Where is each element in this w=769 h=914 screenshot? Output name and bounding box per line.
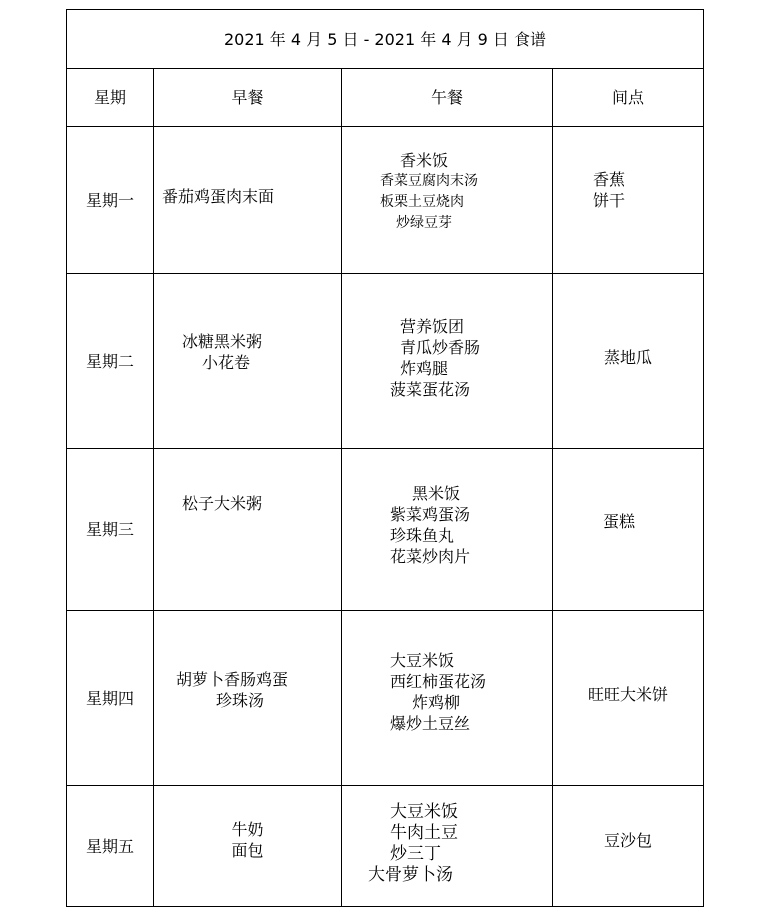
table-row — [67, 274, 704, 449]
header-lunch: 午餐 — [342, 69, 553, 127]
lunch-item: 炒绿豆芽 — [396, 215, 452, 231]
day-cell: 星期二 — [67, 274, 154, 449]
breakfast-item: 松子大米粥 — [182, 494, 263, 513]
day-cell: 星期四 — [67, 611, 154, 786]
breakfast-cell — [154, 449, 342, 611]
breakfast-item: 冰糖黑米粥 — [182, 332, 263, 351]
table-row — [67, 127, 704, 274]
lunch-item: 香米饭 — [400, 151, 449, 170]
lunch-item: 营养饭团 — [400, 317, 465, 336]
lunch-item: 大豆米饭 — [390, 802, 458, 822]
breakfast-item: 番茄鸡蛋肉末面 — [162, 186, 275, 206]
breakfast-item: 小花卷 — [202, 353, 251, 372]
snack-cell — [553, 611, 704, 786]
lunch-item: 爆炒土豆丝 — [390, 714, 471, 733]
breakfast-cell — [154, 274, 342, 449]
lunch-item: 紫菜鸡蛋汤 — [390, 504, 471, 524]
snack-item: 蒸地瓜 — [603, 347, 652, 367]
day-cell: 星期一 — [67, 127, 154, 274]
snack-cell — [553, 274, 704, 449]
lunch-cell — [342, 127, 553, 274]
lunch-cell — [342, 274, 553, 449]
snack-item: 旺旺大米饼 — [587, 684, 668, 704]
breakfast-item: 珍珠汤 — [216, 691, 265, 710]
snack-cell — [553, 786, 704, 907]
breakfast-cell — [154, 786, 342, 907]
header-breakfast: 早餐 — [154, 69, 342, 127]
lunch-item: 大骨萝卜汤 — [368, 865, 453, 885]
breakfast-item: 胡萝卜香肠鸡蛋 — [176, 670, 289, 689]
lunch-item: 珍珠鱼丸 — [390, 525, 455, 545]
breakfast-cell — [154, 127, 342, 274]
lunch-item: 牛肉土豆 — [390, 823, 458, 843]
lunch-item: 西红柿蛋花汤 — [390, 672, 487, 691]
lunch-item: 菠菜蛋花汤 — [390, 380, 471, 399]
lunch-item: 黑米饭 — [412, 483, 461, 503]
snack-item: 饼干 — [593, 191, 626, 210]
lunch-item: 花菜炒肉片 — [390, 546, 471, 566]
lunch-item: 炒三丁 — [390, 844, 441, 864]
lunch-item: 板栗土豆烧肉 — [380, 194, 464, 210]
header-snack: 间点 — [553, 69, 704, 127]
snack-cell — [553, 449, 704, 611]
snack-item: 蛋糕 — [603, 512, 636, 531]
table-row — [67, 611, 704, 786]
lunch-item: 炸鸡腿 — [400, 359, 449, 378]
lunch-cell — [342, 786, 553, 907]
table-row — [67, 786, 704, 907]
day-cell: 星期三 — [67, 449, 154, 611]
breakfast-cell — [154, 611, 342, 786]
lunch-item: 大豆米饭 — [390, 651, 455, 670]
breakfast-item: 牛奶 — [231, 820, 264, 839]
lunch-item: 香菜豆腐肉末汤 — [380, 173, 478, 189]
snack-item: 豆沙包 — [603, 830, 652, 850]
snack-item: 香蕉 — [593, 170, 626, 189]
lunch-item: 青瓜炒香肠 — [400, 338, 481, 357]
header-row — [67, 69, 704, 127]
menu-table — [66, 9, 704, 907]
breakfast-item: 面包 — [231, 841, 264, 860]
table-row — [67, 449, 704, 611]
lunch-cell — [342, 449, 553, 611]
header-day: 星期 — [67, 69, 154, 127]
lunch-cell — [342, 611, 553, 786]
lunch-item: 炸鸡柳 — [412, 693, 461, 712]
menu-title: 2021 年 4 月 5 日 - 2021 年 4 月 9 日 食谱 — [67, 10, 704, 69]
snack-cell — [553, 127, 704, 274]
day-cell: 星期五 — [67, 786, 154, 907]
